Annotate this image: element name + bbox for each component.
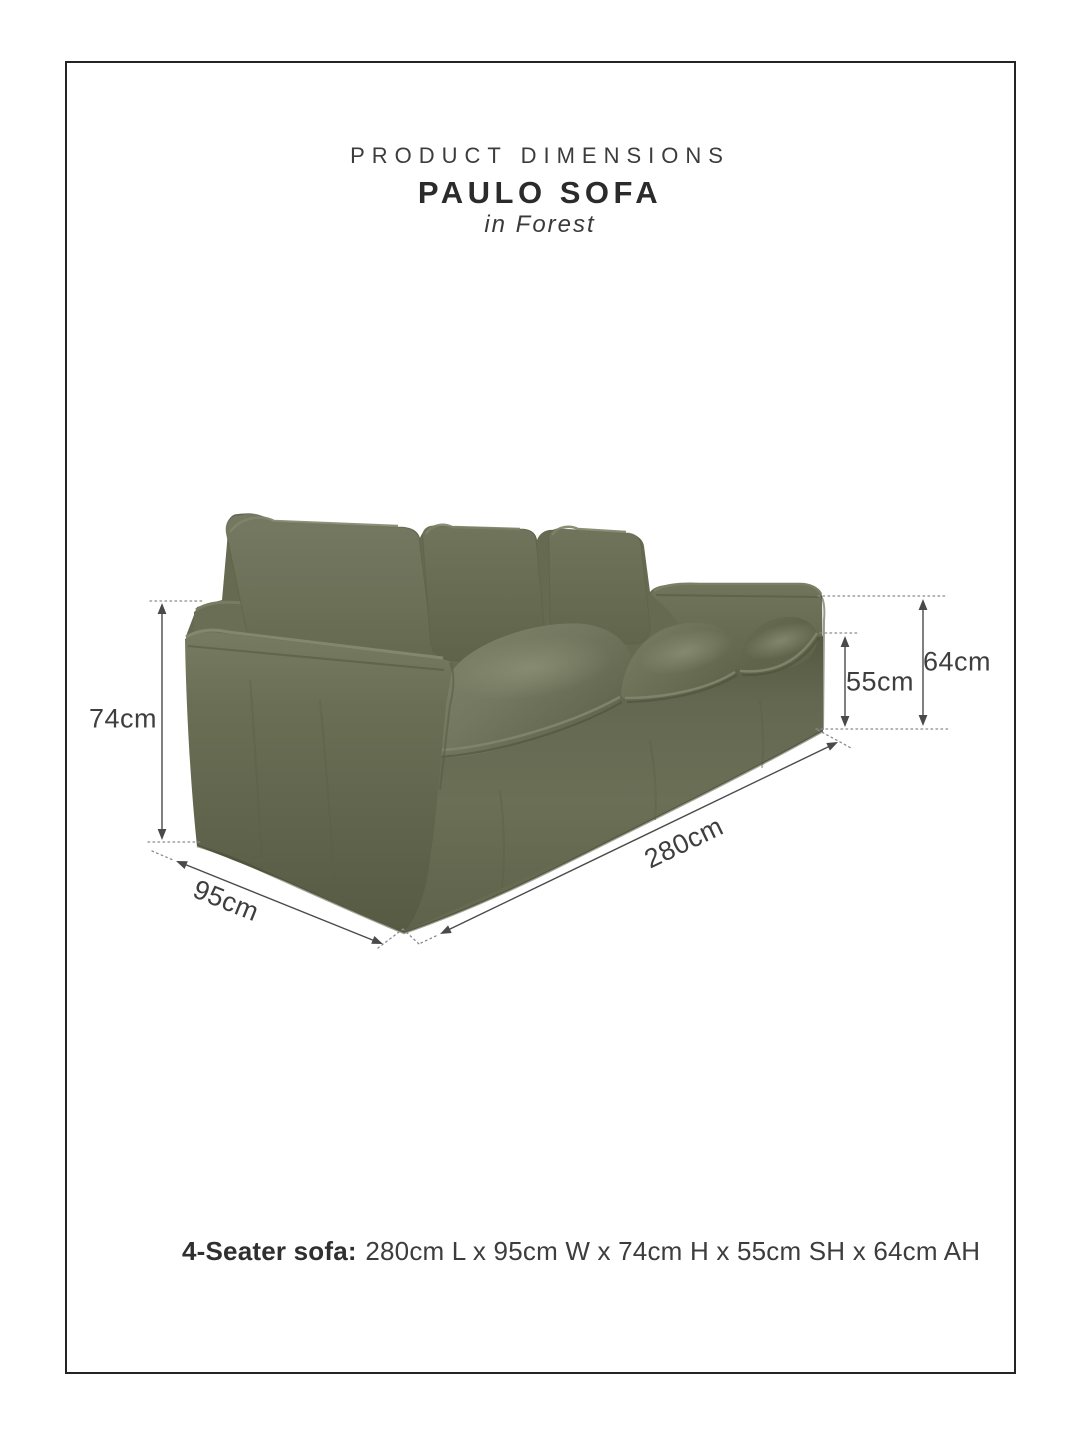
spec-summary-values: 280cm L x 95cm W x 74cm H x 55cm SH x 64cm AH xyxy=(365,1236,981,1266)
seat-height-dimension-label: 55cm xyxy=(845,666,915,697)
arm-height-dimension-label: 64cm xyxy=(922,646,992,677)
sofa-illustration xyxy=(185,513,824,933)
product-name: PAULO SOFA xyxy=(417,175,663,210)
length-dimension-label: 280cm xyxy=(639,810,728,875)
depth-dimension-label: 95cm xyxy=(189,873,264,928)
page-title: PRODUCT DIMENSIONS xyxy=(350,143,730,168)
height-dimension-label: 74cm xyxy=(88,703,158,734)
spec-summary xyxy=(182,1236,980,1267)
spec-summary-label: 4-Seater sofa: xyxy=(182,1236,357,1266)
product-variant: in Forest xyxy=(484,211,596,238)
